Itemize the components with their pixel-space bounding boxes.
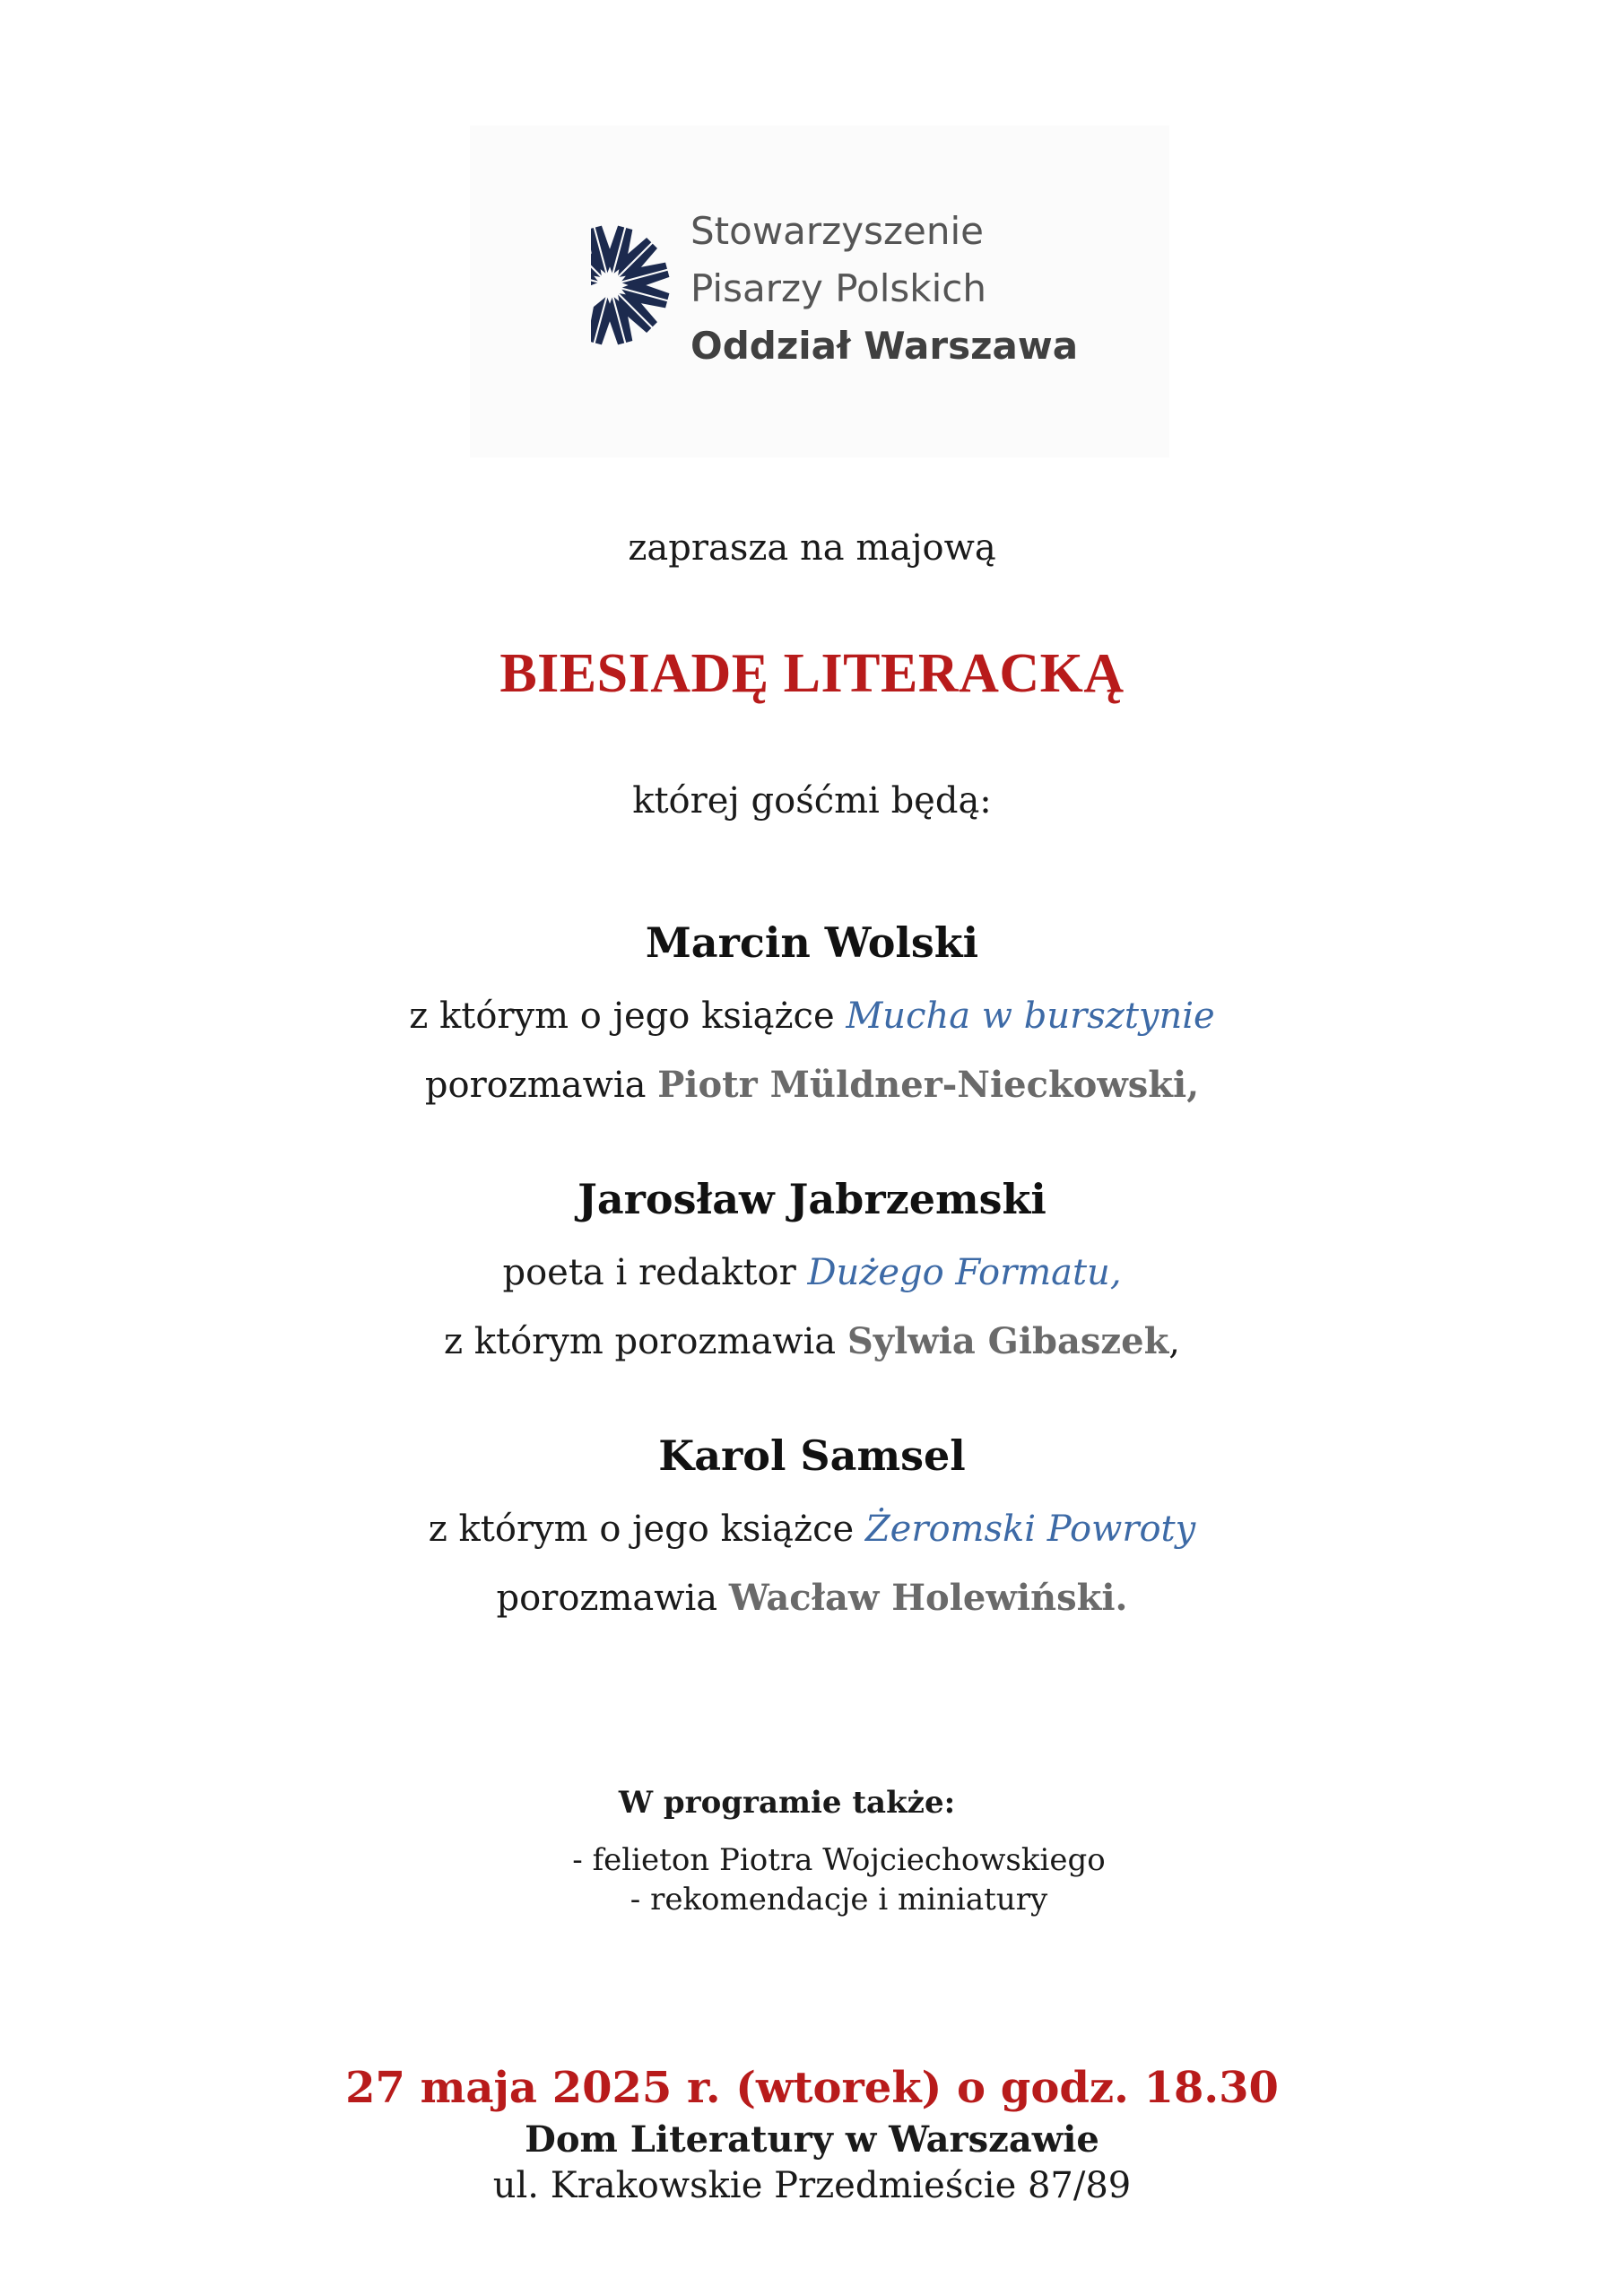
logo-line-3: Oddział Warszawa <box>690 324 1079 368</box>
host-name: Piotr Müldner-Nieckowski, <box>657 1064 1200 1106</box>
logo-line-1: Stowarzyszenie <box>690 209 984 253</box>
guest-name: Karol Samsel <box>658 1431 966 1480</box>
guest-host-line <box>0 1064 1624 1106</box>
program-heading: W programie także: <box>618 1785 956 1821</box>
host-prefix: z którym porozmawia <box>443 1321 847 1362</box>
event-title: BIESIADĘ LITERACKĄ <box>499 643 1125 704</box>
guest-name: Marcin Wolski <box>645 918 979 967</box>
book-title: Dużego Formatu, <box>807 1252 1122 1293</box>
logo-line-2: Pisarzy Polskich <box>690 266 986 310</box>
program-item: - felieton Piotra Wojciechowskiego <box>572 1842 1106 1878</box>
event-venue: Dom Literatury w Warszawie <box>525 2118 1099 2161</box>
guest-book-prefix: z którym o jego książce <box>409 996 847 1037</box>
host-suffix: , <box>1168 1321 1181 1362</box>
intro-text: zaprasza na majową <box>628 527 996 569</box>
organization-logo <box>470 126 1169 457</box>
host-prefix: porozmawia <box>496 1578 729 1619</box>
pen-nib-star-icon <box>547 196 673 375</box>
guest-book-line <box>0 1509 1624 1550</box>
program-item: - rekomendacje i miniatury <box>630 1882 1048 1918</box>
event-address: ul. Krakowskie Przedmieście 87/89 <box>492 2165 1132 2206</box>
guest-book-prefix: z którym o jego książce <box>428 1509 865 1550</box>
guest-book-line <box>0 1252 1624 1293</box>
guest-name: Jarosław Jabrzemski <box>578 1175 1046 1223</box>
host-prefix: porozmawia <box>424 1065 658 1106</box>
book-title: Żeromski Powroty <box>864 1509 1196 1550</box>
host-name: Wacław Holewiński. <box>728 1577 1128 1619</box>
guest-book-prefix: poeta i redaktor <box>502 1252 808 1293</box>
guests-intro: której gośćmi będą: <box>632 780 992 822</box>
host-name: Sylwia Gibaszek <box>847 1320 1169 1362</box>
organization-name <box>690 203 1078 375</box>
guest-book-line <box>0 996 1624 1037</box>
event-date: 27 maja 2025 r. (wtorek) o godz. 18.30 <box>345 2063 1279 2113</box>
guest-host-line <box>0 1577 1624 1619</box>
book-title: Mucha w bursztynie <box>846 996 1215 1037</box>
guest-host-line <box>0 1320 1624 1362</box>
